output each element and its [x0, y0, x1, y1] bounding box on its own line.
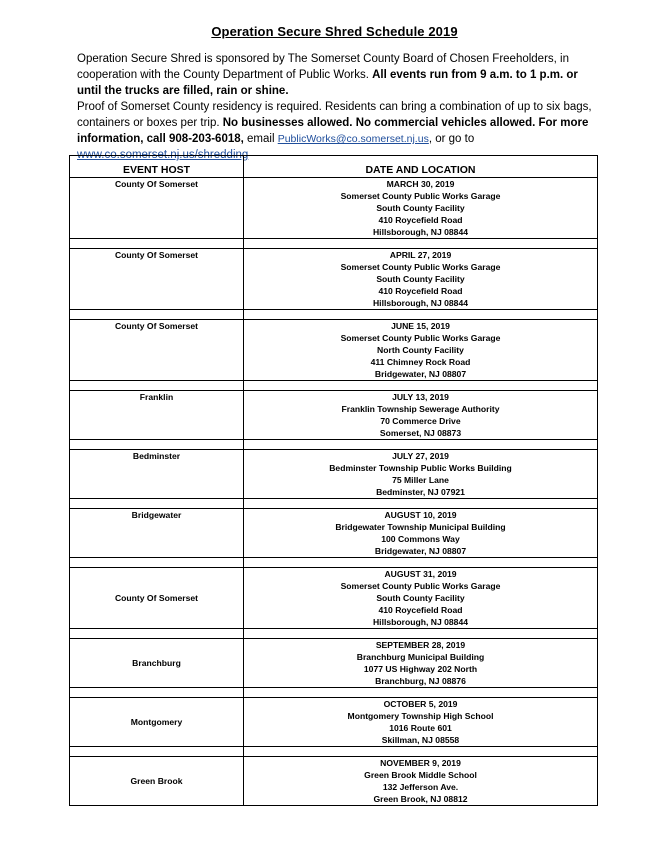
separator-cell: [70, 629, 244, 639]
event-location-line: 410 Roycefield Road: [378, 286, 463, 296]
event-location-line: Somerset County Public Works Garage: [340, 333, 501, 343]
event-host-cell: [70, 249, 244, 310]
table-row: [70, 509, 598, 558]
date-location-cell: [244, 698, 598, 747]
event-date: SEPTEMBER 28, 2019: [375, 640, 466, 650]
event-host-cell: [70, 450, 244, 499]
event-date: OCTOBER 5, 2019: [383, 699, 458, 709]
event-location-line: Hillsborough, NJ 08844: [372, 227, 469, 237]
separator-cell: [70, 310, 244, 320]
event-location-line: Somerset County Public Works Garage: [340, 191, 501, 201]
date-location-cell: [244, 757, 598, 806]
event-location-line: South County Facility: [376, 274, 465, 284]
table-row: [70, 639, 598, 688]
column-header-host: EVENT HOST: [70, 156, 244, 178]
event-host-name: Branchburg: [132, 658, 181, 668]
event-host-cell: [70, 639, 244, 688]
separator-cell: [244, 558, 598, 568]
phone-info: For more information, call 908-203-6018,: [77, 117, 589, 145]
separator-cell: [244, 381, 598, 391]
event-host-cell: [70, 568, 244, 629]
event-host-cell: [70, 698, 244, 747]
date-location-cell: [244, 320, 598, 381]
event-location-line: Bridgewater, NJ 08807: [374, 369, 467, 379]
website-link[interactable]: www.co.somerset.nj.us/shredding: [77, 149, 249, 161]
event-date: JULY 13, 2019: [392, 392, 449, 402]
table-row: [70, 568, 598, 629]
event-location-line: Hillsborough, NJ 08844: [372, 298, 469, 308]
event-host-cell: [70, 320, 244, 381]
event-location-line: 100 Commons Way: [381, 534, 460, 544]
separator-cell: [70, 747, 244, 757]
separator-cell: [244, 239, 598, 249]
separator-cell: [244, 499, 598, 509]
event-location-line: Bedminster, NJ 07921: [376, 487, 465, 497]
row-separator: [70, 440, 598, 450]
event-host-cell: [70, 757, 244, 806]
date-location-cell: [244, 568, 598, 629]
event-location-line: Skillman, NJ 08558: [381, 735, 460, 745]
event-location-line: Somerset County Public Works Garage: [340, 581, 501, 591]
date-location-cell: [244, 178, 598, 239]
event-location-line: Somerset County Public Works Garage: [340, 262, 501, 272]
schedule-body: [70, 178, 598, 806]
separator-cell: [70, 499, 244, 509]
event-location-line: Bridgewater, NJ 08807: [374, 546, 467, 556]
table-row: [70, 178, 598, 239]
separator-cell: [244, 629, 598, 639]
event-location-line: Bridgewater Township Municipal Building: [335, 522, 506, 532]
row-separator: [70, 310, 598, 320]
event-location-line: Bedminster Township Public Works Building: [329, 463, 512, 473]
separator-cell: [70, 558, 244, 568]
event-location-line: North County Facility: [377, 345, 464, 355]
event-host-name: Franklin: [139, 392, 174, 402]
table-row: [70, 391, 598, 440]
event-location-line: 410 Roycefield Road: [378, 215, 463, 225]
table-header-row: [70, 156, 598, 178]
row-separator: [70, 499, 598, 509]
event-host-name: Green Brook: [130, 776, 183, 786]
event-host-name: Bridgewater: [131, 510, 182, 520]
event-host-name: County Of Somerset: [114, 321, 199, 331]
separator-cell: [70, 239, 244, 249]
separator-cell: [70, 440, 244, 450]
date-location-cell: [244, 509, 598, 558]
event-location-line: 410 Roycefield Road: [378, 605, 463, 615]
event-location-line: 70 Commerce Drive: [380, 416, 461, 426]
event-host-cell: [70, 391, 244, 440]
event-date: AUGUST 10, 2019: [384, 510, 457, 520]
separator-cell: [70, 381, 244, 391]
event-location-line: 132 Jefferson Ave.: [382, 782, 459, 792]
event-location-line: Branchburg Municipal Building: [356, 652, 485, 662]
intro-hours-notice: All events run from 9 a.m. to 1 p.m. or until the trucks are filled, rain or shine.: [77, 69, 578, 97]
date-location-cell: [244, 391, 598, 440]
email-link[interactable]: PublicWorks@co.somerset.nj.us: [277, 133, 429, 145]
row-separator: [70, 747, 598, 757]
event-location-line: Branchburg, NJ 08876: [375, 676, 466, 686]
page-title: Operation Secure Shred Schedule 2019: [211, 24, 458, 39]
event-host-name: County Of Somerset: [114, 593, 199, 603]
table-row: [70, 249, 598, 310]
event-location-line: Montgomery Township High School: [347, 711, 494, 721]
event-date: MARCH 30, 2019: [386, 179, 455, 189]
column-header-date: DATE AND LOCATION: [244, 156, 598, 178]
event-host-name: County Of Somerset: [114, 179, 199, 189]
or-go-to-text: , or go to: [428, 133, 475, 145]
event-location-line: Green Brook Middle School: [364, 770, 477, 780]
event-location-line: Green Brook, NJ 08812: [373, 794, 468, 804]
table-row: [70, 450, 598, 499]
date-location-cell: [244, 249, 598, 310]
event-host-cell: [70, 178, 244, 239]
event-date: JULY 27, 2019: [392, 451, 449, 461]
intro-paragraph: [77, 51, 597, 163]
date-location-cell: [244, 450, 598, 499]
event-host-name: County Of Somerset: [114, 250, 199, 260]
event-location-line: Somerset, NJ 08873: [379, 428, 462, 438]
event-host-cell: [70, 509, 244, 558]
separator-cell: [244, 310, 598, 320]
event-location-line: South County Facility: [376, 593, 465, 603]
schedule-table: [69, 155, 598, 806]
event-date: JUNE 15, 2019: [391, 321, 450, 331]
event-location-line: 411 Chimney Rock Road: [370, 357, 471, 367]
row-separator: [70, 239, 598, 249]
event-date: NOVEMBER 9, 2019: [380, 758, 461, 768]
separator-cell: [244, 440, 598, 450]
event-location-line: 75 Miller Lane: [392, 475, 449, 485]
event-host-name: Bedminster: [132, 451, 181, 461]
row-separator: [70, 558, 598, 568]
event-location-line: 1077 US Highway 202 North: [363, 664, 478, 674]
date-location-cell: [244, 639, 598, 688]
table-row: [70, 320, 598, 381]
event-location-line: 1016 Route 601: [389, 723, 452, 733]
event-location-line: Franklin Township Sewerage Authority: [341, 404, 500, 414]
event-date: APRIL 27, 2019: [389, 250, 452, 260]
no-commercial-notice: No commercial vehicles allowed.: [355, 117, 536, 129]
table-row: [70, 698, 598, 747]
no-businesses-notice: No businesses allowed.: [222, 117, 353, 129]
row-separator: [70, 381, 598, 391]
row-separator: [70, 629, 598, 639]
intro-text-2: Proof of Somerset County residency is required. Residents can bring a combination of up to six bags, containers or boxes per trip.: [77, 101, 592, 129]
event-date: AUGUST 31, 2019: [384, 569, 457, 579]
separator-cell: [244, 747, 598, 757]
separator-cell: [70, 688, 244, 698]
intro-text-1: Operation Secure Shred is sponsored by The Somerset County Board of Chosen Freeholders, in cooperation with the County Department of Public Works.: [77, 53, 570, 81]
table-row: [70, 757, 598, 806]
separator-cell: [244, 688, 598, 698]
event-location-line: South County Facility: [376, 203, 465, 213]
event-host-name: Montgomery: [130, 717, 183, 727]
event-location-line: Hillsborough, NJ 08844: [372, 617, 469, 627]
row-separator: [70, 688, 598, 698]
email-prefix: email: [247, 133, 275, 145]
